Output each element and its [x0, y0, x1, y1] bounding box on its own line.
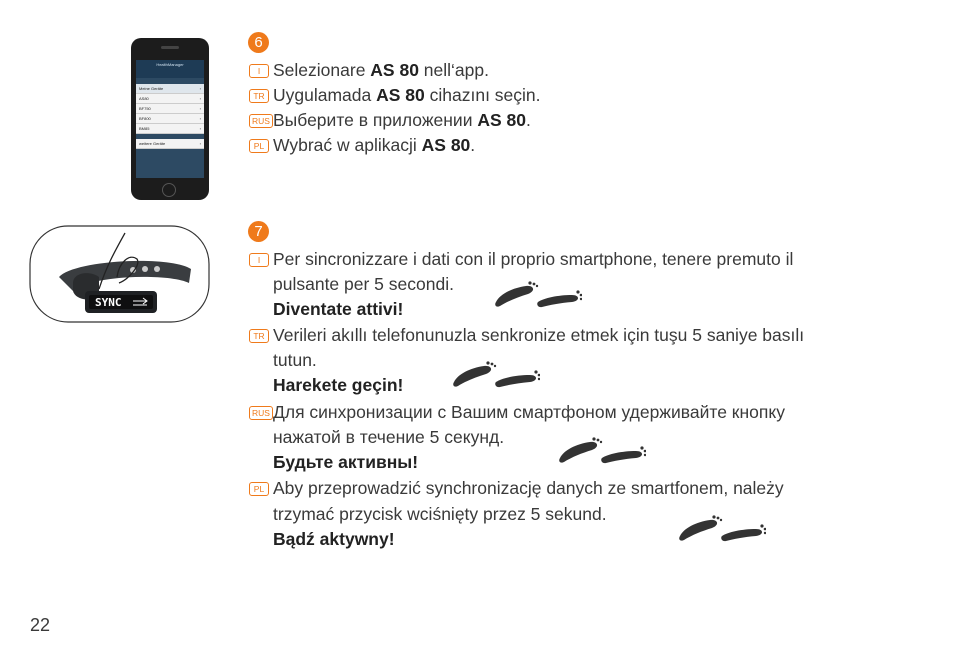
step7-it-motto: Diventate attivi! [273, 299, 404, 319]
step6-line-pl: Wybrać w aplikacji AS 80. [273, 135, 476, 155]
list-header: Meine Geräte › [136, 84, 204, 94]
lang-flag-rus: RUS [249, 114, 273, 128]
phone-speaker [161, 46, 179, 49]
step7-rus-line2: нажатой в течение 5 секунд. [273, 427, 505, 447]
list-item: BM85 › [136, 124, 204, 134]
wristband-illustration [29, 225, 210, 323]
lang-flag-it: I [249, 64, 269, 78]
lang-flag-it: I [249, 253, 269, 267]
step-7-badge: 7 [248, 221, 269, 242]
step7-pl-line2: trzymać przycisk wciśnięty przez 5 sekund. [273, 504, 607, 524]
list-item: BF800 › [136, 114, 204, 124]
step7-tr-line1: Verileri akıllı telefonunuzla senkronize etmek için tuşu 5 saniye basılı [273, 325, 805, 345]
list-item-more: weitere Geräte › [136, 139, 204, 149]
footprints-icon [556, 436, 646, 464]
list-item: BF750 › [136, 104, 204, 114]
step7-it-line1: Per sincronizzare i dati con il proprio smartphone, tenere premuto il [273, 249, 794, 269]
lang-flag-rus: RUS [249, 406, 273, 420]
step7-it-line2: pulsante per 5 secondi. [273, 274, 454, 294]
lang-flag-tr: TR [249, 329, 269, 343]
footprints-icon [676, 514, 766, 542]
lang-flag-pl: PL [249, 482, 269, 496]
step7-tr-line2: tutun. [273, 350, 317, 370]
step-6-badge: 6 [248, 32, 269, 53]
step6-line-rus: Выберите в приложении AS 80. [273, 110, 531, 130]
smartphone-illustration [131, 38, 209, 200]
home-button [162, 183, 176, 197]
step6-line-tr: Uygulamada AS 80 cihazını seçin. [273, 85, 541, 105]
list-item: AS80 › [136, 94, 204, 104]
lang-flag-tr: TR [249, 89, 269, 103]
band-display-text: SYNC [95, 296, 122, 309]
lang-flag-pl: PL [249, 139, 269, 153]
step7-pl-line1: Aby przeprowadzić synchronizację danych ze smartfonem, należy [273, 478, 784, 498]
footprints-icon [492, 280, 582, 308]
footprints-icon [450, 360, 540, 388]
step7-tr-motto: Harekete geçin! [273, 375, 404, 395]
step7-rus-line1: Для синхронизации с Вашим смартфоном удерживайте кнопку [273, 402, 785, 422]
step6-line-it: Selezionare AS 80 nell‘app. [273, 60, 489, 80]
page-number: 22 [30, 615, 51, 635]
step7-pl-motto: Bądź aktywny! [273, 529, 395, 549]
phone-screen [136, 60, 204, 178]
app-title-bar: HealthManager [136, 60, 204, 78]
step7-rus-motto: Будьте активны! [273, 452, 419, 472]
